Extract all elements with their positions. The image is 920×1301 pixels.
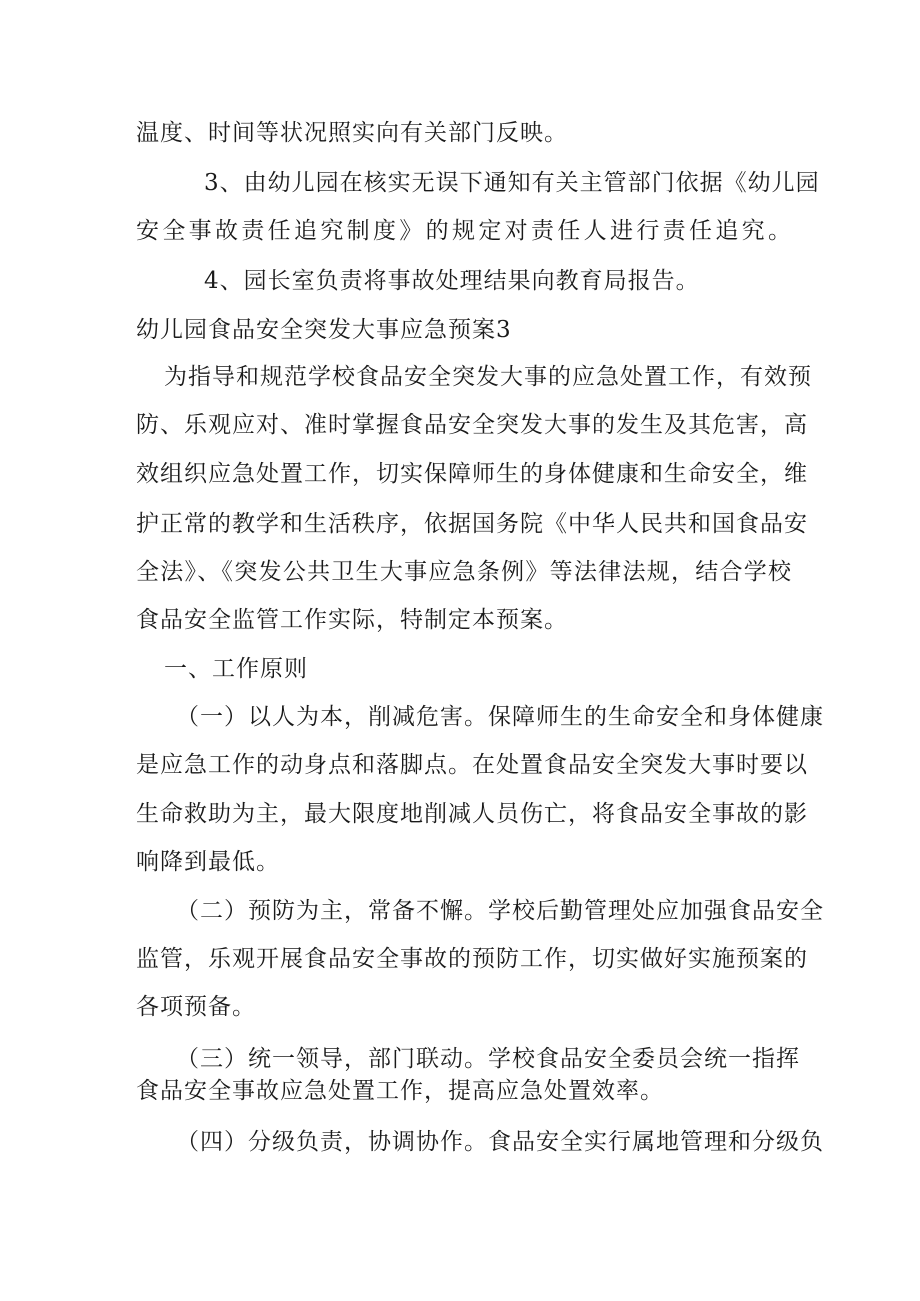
text-line-9: 护正常的教学和生活秩序，依据国务院《中华人民共和国食品安 — [136, 511, 808, 537]
text-line-17: （二）预防为主，常备不懈。学校后勤管理处应加强食品安全 — [176, 898, 824, 924]
text-line-1: 温度、时间等状况照实向有关部门反映。 — [136, 120, 568, 146]
text-line-6: 为指导和规范学校食品安全突发大事的应急处置工作，有效预 — [164, 364, 812, 390]
text-line-21: 食品安全事故应急处置工作，提高应急处置效率。 — [136, 1078, 664, 1104]
text-line-18: 监管，乐观开展食品安全事故的预防工作，切实做好实施预案的 — [136, 946, 808, 972]
text-line-11: 食品安全监管工作实际，特制定本预案。 — [136, 607, 568, 633]
text-line-3: 安全事故责任追究制度》的规定对责任人进行责任追究。 — [136, 218, 792, 244]
text-line-15: 生命救助为主，最大限度地削减人员伤亡，将食品安全事故的影 — [136, 801, 808, 827]
text-line-16: 响降到最低。 — [136, 849, 280, 875]
text-line-20: （三）统一领导，部门联动。学校食品安全委员会统一指挥 — [176, 1046, 800, 1072]
text-line-4: 4、园长室负责将事故处理结果向教育局报告。 — [204, 268, 700, 294]
text-line-2: 3、由幼儿园在核实无误下通知有关主管部门依据《幼儿园 — [204, 170, 820, 196]
text-line-7: 防、乐观应对、准时掌握食品安全突发大事的发生及其危害，高 — [136, 412, 808, 438]
principles-heading: 一、工作原则 — [164, 656, 308, 682]
text-line-22: （四）分级负责，协调协作。食品安全实行属地管理和分级负 — [176, 1129, 824, 1155]
text-line-10: 全法》、《突发公共卫生大事应急条例》等法律法规，结合学校 — [136, 559, 792, 585]
section-heading: 幼儿园食品安全突发大事应急预案3 — [136, 317, 512, 343]
text-line-8: 效组织应急处置工作，切实保障师生的身体健康和生命安全，维 — [136, 461, 808, 487]
text-line-19: 各项预备。 — [136, 994, 256, 1020]
text-line-14: 是应急工作的动身点和落脚点。在处置食品安全突发大事时要以 — [136, 752, 808, 778]
text-line-13: （一）以人为本，削减危害。保障师生的生命安全和身体健康 — [176, 704, 824, 730]
